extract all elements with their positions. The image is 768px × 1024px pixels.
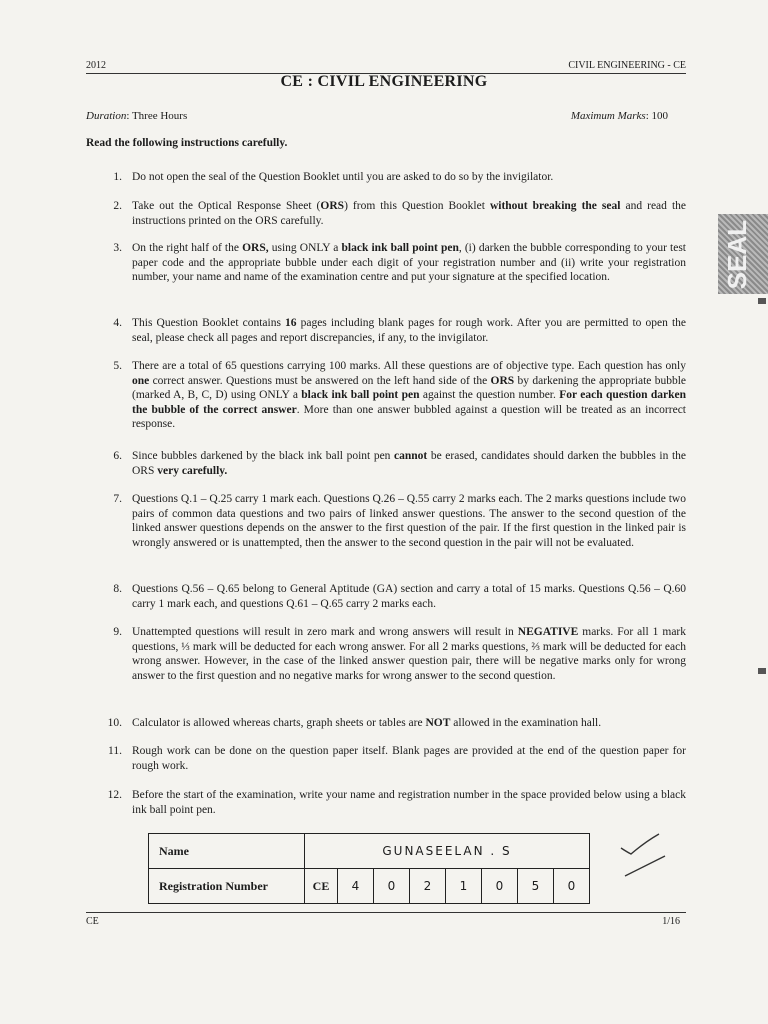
seal-mark-icon — [758, 298, 766, 304]
instruction-number: 2. — [113, 200, 122, 212]
instruction-number: 6. — [113, 450, 122, 462]
reg-digit-box[interactable]: 1 — [446, 869, 482, 904]
year: 2012 — [86, 60, 106, 71]
instruction-number: 7. — [113, 493, 122, 505]
instruction-number: 5. — [113, 360, 122, 372]
reg-digit-box[interactable]: 2 — [410, 869, 446, 904]
max-marks — [571, 110, 668, 122]
instruction-text: Before the start of the examination, write your name and registration number in the space provided below using a black ink ball point pen. — [132, 789, 686, 816]
reg-digit-box[interactable]: 0 — [374, 869, 410, 904]
instruction-text: There are a total of 65 questions carrying 100 marks. All these questions are of objective type. Each question has only one correct answer. Questions must be answered on the left hand side of the ORS by darkening the appropriate bubble (marked A, B, C, D) using ONLY a black ink ball point pen against the question number. For each question darken the bubble of the correct answer. More than one answer bubbled against a question will be treated as an incorrect response. — [132, 360, 686, 431]
duration — [86, 110, 187, 122]
instruction-text: Calculator is allowed whereas charts, graph sheets or tables are NOT allowed in the examination hall. — [132, 717, 602, 729]
registration-prefix: CE — [305, 869, 338, 904]
seal-text: SEAL — [722, 220, 752, 290]
instruction-number: 11. — [108, 745, 122, 757]
instruction-text: This Question Booklet contains 16 pages including blank pages for rough work. After you are permitted to open the seal, please check all pages and report discrepancies, if any, to the invigilator. — [132, 317, 686, 344]
instruction-number: 9. — [113, 626, 122, 638]
registration-form — [148, 833, 590, 904]
paper-code: CIVIL ENGINEERING - CE — [568, 60, 686, 71]
instructions-heading: Read the following instructions carefully. — [86, 137, 288, 149]
instruction-text: On the right half of the ORS, using ONLY a black ink ball point pen, (i) darken the bubble corresponding to your test paper code and the appropriate bubble under each digit of your registration number and (ii) write your registration number, your name and name of the examination centre and put your signature at the specified location. — [132, 242, 686, 284]
instruction-number: 8. — [113, 583, 122, 595]
marks-value: : 100 — [645, 110, 668, 122]
instruction-number: 3. — [113, 242, 122, 254]
instruction-text: Questions Q.56 – Q.65 belong to General Aptitude (GA) section and carry a total of 15 marks. Questions Q.56 – Q.60 carry 1 mark each, and questions Q.61 – Q.65 carry 2 marks each. — [132, 583, 686, 610]
instruction-number: 12. — [107, 789, 122, 801]
seal-stamp — [718, 214, 768, 294]
instruction-number: 10. — [107, 717, 122, 729]
instruction-text: Do not open the seal of the Question Booklet until you are asked to do so by the invigilator. — [132, 171, 554, 183]
page-number: 1/16 — [662, 916, 680, 927]
name-field[interactable]: GUNASEELAN . S — [305, 834, 590, 869]
name-label: Name — [149, 834, 305, 869]
instruction-text: Unattempted questions will result in zero mark and wrong answers will result in NEGATIVE marks. For all 1 mark questions, ⅓ mark will be deducted for each wrong answer. For all 2 marks questions, ⅔ mark will be deducted for each wrong answer. However, in the case of the linked answer question pair, there will be negative marks only for wrong answer to the first question and no negative marks for wrong answer to the second question. — [132, 626, 687, 682]
footer-rule — [86, 912, 686, 913]
checkmark-icon — [615, 822, 675, 882]
reg-digit-box[interactable]: 5 — [518, 869, 554, 904]
page-title: CE : CIVIL ENGINEERING — [280, 73, 488, 90]
registration-label: Registration Number — [149, 869, 305, 904]
duration-label: Duration — [86, 110, 127, 122]
reg-digit-box[interactable]: 4 — [338, 869, 374, 904]
footer-code: CE — [86, 916, 99, 927]
reg-digit-box[interactable]: 0 — [554, 869, 590, 904]
marks-label: Maximum Marks — [570, 110, 646, 122]
instruction-text: Questions Q.1 – Q.25 carry 1 mark each. Questions Q.26 – Q.55 carry 2 marks each. The 2 marks questions include two pairs of common data questions and two pairs of linked answer questions. The answer to the second question of the linked answer questions depends on the answer to the first question of the pair. If the first question in the linked pair is wrongly answered or is unattempted, then the answer to the second question in the pair will not be evaluated. — [132, 493, 686, 549]
instruction-text: Take out the Optical Response Sheet (ORS) from this Question Booklet without breaking the seal and read the instructions printed on the ORS carefully. — [132, 200, 686, 227]
duration-value: : Three Hours — [126, 110, 188, 122]
instruction-text: Rough work can be done on the question paper itself. Blank pages are provided at the end of the question paper for rough work. — [132, 745, 686, 772]
instruction-number: 4. — [113, 317, 122, 329]
instruction-text: Since bubbles darkened by the black ink ball point pen cannot be erased, candidates should darken the bubbles in the ORS very carefully. — [132, 450, 687, 477]
seal-mark-icon — [758, 668, 766, 674]
reg-digit-box[interactable]: 0 — [482, 869, 518, 904]
instruction-number: 1. — [113, 171, 122, 183]
